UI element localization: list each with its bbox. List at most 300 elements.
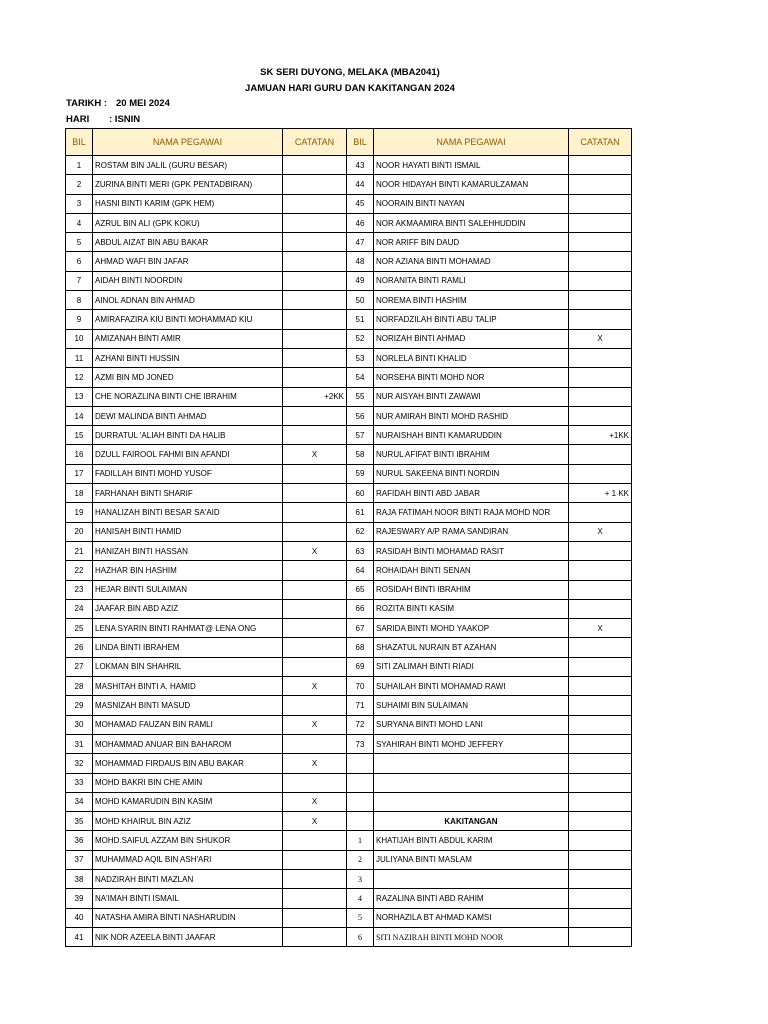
bil-cell: 6 bbox=[66, 252, 93, 271]
nama-cell: FADILLAH BINTI MOHD YUSOF bbox=[93, 464, 283, 483]
catatan-cell bbox=[569, 850, 632, 869]
catatan-cell bbox=[283, 831, 347, 850]
catatan-cell bbox=[569, 831, 632, 850]
catatan-cell bbox=[569, 792, 632, 811]
col-bil-right: BIL bbox=[347, 129, 374, 156]
col-nama-left: NAMA PEGAWAI bbox=[93, 129, 283, 156]
nama-cell: AIDAH BINTI NOORDIN bbox=[93, 271, 283, 290]
table-row bbox=[66, 561, 632, 580]
bil-cell: 23 bbox=[66, 580, 93, 599]
table-row bbox=[66, 194, 632, 213]
catatan-cell bbox=[283, 503, 347, 522]
bil-cell: 7 bbox=[66, 271, 93, 290]
bil-cell: 4 bbox=[66, 213, 93, 232]
catatan-cell bbox=[569, 812, 632, 831]
bil-cell bbox=[347, 792, 374, 811]
table-row bbox=[66, 175, 632, 194]
bil-cell: 60 bbox=[347, 484, 374, 503]
nama-cell: NOR ARIFF BIN DAUD bbox=[374, 233, 569, 252]
table-row bbox=[66, 850, 632, 869]
nama-cell: RAJESWARY A/P RAMA SANDIRAN bbox=[374, 522, 569, 541]
catatan-cell bbox=[569, 252, 632, 271]
catatan-cell bbox=[569, 927, 632, 946]
bil-cell: 58 bbox=[347, 445, 374, 464]
table-row bbox=[66, 156, 632, 175]
nama-cell: AHMAD WAFI BIN JAFAR bbox=[93, 252, 283, 271]
table-row bbox=[66, 831, 632, 850]
bil-cell: 24 bbox=[66, 599, 93, 618]
bil-cell: 6 bbox=[347, 927, 374, 946]
bil-cell: 3 bbox=[66, 194, 93, 213]
table-row bbox=[66, 406, 632, 425]
catatan-cell bbox=[569, 233, 632, 252]
nama-cell: HAZHAR BIN HASHIM bbox=[93, 561, 283, 580]
bil-cell: 67 bbox=[347, 619, 374, 638]
bil-cell: 16 bbox=[66, 445, 93, 464]
nama-cell: ROHAIDAH BINTI SENAN bbox=[374, 561, 569, 580]
catatan-cell bbox=[283, 657, 347, 676]
table-row bbox=[66, 754, 632, 773]
nama-cell: NORHAZILA BT AHMAD KAMSI bbox=[374, 908, 569, 927]
catatan-cell bbox=[569, 580, 632, 599]
catatan-cell: X bbox=[569, 329, 632, 348]
catatan-cell bbox=[283, 156, 347, 175]
nama-cell bbox=[374, 773, 569, 792]
table-row bbox=[66, 696, 632, 715]
bil-cell: 43 bbox=[347, 156, 374, 175]
nama-cell: NORSEHA BINTI MOHD NOR bbox=[374, 368, 569, 387]
nama-cell: KHATIJAH BINTI ABDUL KARIM bbox=[374, 831, 569, 850]
date-value: 20 MEI 2024 bbox=[116, 98, 170, 109]
catatan-cell bbox=[283, 580, 347, 599]
bil-cell bbox=[347, 754, 374, 773]
table-row bbox=[66, 233, 632, 252]
catatan-cell bbox=[569, 445, 632, 464]
nama-cell: AZMI BIN MD JONED bbox=[93, 368, 283, 387]
nama-cell: MUHAMMAD AQIL BIN ASH'ARI bbox=[93, 850, 283, 869]
catatan-cell: X bbox=[283, 445, 347, 464]
catatan-cell: X bbox=[283, 754, 347, 773]
bil-cell: 13 bbox=[66, 387, 93, 406]
table-row bbox=[66, 291, 632, 310]
bil-cell: 73 bbox=[347, 734, 374, 753]
day-label: HARI bbox=[66, 114, 90, 125]
bil-cell: 1 bbox=[347, 831, 374, 850]
bil-cell: 3 bbox=[347, 869, 374, 888]
catatan-cell bbox=[283, 348, 347, 367]
bil-cell: 25 bbox=[66, 619, 93, 638]
bil-cell: 70 bbox=[347, 677, 374, 696]
table-row bbox=[66, 213, 632, 232]
catatan-cell bbox=[283, 638, 347, 657]
catatan-cell bbox=[569, 503, 632, 522]
catatan-cell bbox=[569, 348, 632, 367]
bil-cell: 37 bbox=[66, 850, 93, 869]
bil-cell: 65 bbox=[347, 580, 374, 599]
nama-cell: LENA SYARIN BINTI RAHMAT@ LENA ONG bbox=[93, 619, 283, 638]
catatan-cell bbox=[283, 522, 347, 541]
catatan-cell bbox=[569, 908, 632, 927]
catatan-cell bbox=[569, 291, 632, 310]
bil-cell bbox=[347, 773, 374, 792]
nama-cell: SUHAILAH BINTI MOHAMAD RAWI bbox=[374, 677, 569, 696]
catatan-cell: X bbox=[569, 522, 632, 541]
catatan-cell bbox=[569, 387, 632, 406]
catatan-cell bbox=[283, 908, 347, 927]
catatan-cell bbox=[569, 869, 632, 888]
nama-cell: MOHD BAKRI BIN CHE AMIN bbox=[93, 773, 283, 792]
table-row bbox=[66, 715, 632, 734]
bil-cell: 30 bbox=[66, 715, 93, 734]
catatan-cell: +2KK bbox=[283, 387, 347, 406]
catatan-cell bbox=[569, 715, 632, 734]
day-line bbox=[66, 114, 140, 125]
bil-cell: 26 bbox=[66, 638, 93, 657]
nama-cell: SUHAIMI BIN SULAIMAN bbox=[374, 696, 569, 715]
bil-cell: 62 bbox=[347, 522, 374, 541]
nama-cell: NUR AMIRAH BINTI MOHD RASHID bbox=[374, 406, 569, 425]
nama-cell: SHAZATUL NURAIN BT AZAHAN bbox=[374, 638, 569, 657]
table-row bbox=[66, 387, 632, 406]
nama-cell: RAJA FATIMAH NOOR BINTI RAJA MOHD NOR bbox=[374, 503, 569, 522]
nama-cell: AINOL ADNAN BIN AHMAD bbox=[93, 291, 283, 310]
catatan-cell bbox=[283, 850, 347, 869]
nama-cell: NURUL SAKEENA BINTI NORDIN bbox=[374, 464, 569, 483]
catatan-cell bbox=[283, 271, 347, 290]
bil-cell: 57 bbox=[347, 426, 374, 445]
bil-cell: 47 bbox=[347, 233, 374, 252]
table-row bbox=[66, 908, 632, 927]
bil-cell: 69 bbox=[347, 657, 374, 676]
nama-cell: NUR AISYAH BINTI ZAWAWI bbox=[374, 387, 569, 406]
table-row bbox=[66, 869, 632, 888]
catatan-cell bbox=[283, 406, 347, 425]
bil-cell: 53 bbox=[347, 348, 374, 367]
catatan-cell: X bbox=[283, 792, 347, 811]
catatan-cell: X bbox=[569, 619, 632, 638]
table-row bbox=[66, 773, 632, 792]
catatan-cell bbox=[569, 657, 632, 676]
catatan-cell bbox=[283, 213, 347, 232]
bil-cell: 68 bbox=[347, 638, 374, 657]
nama-cell: MOHD KAMARUDIN BIN KASIM bbox=[93, 792, 283, 811]
table-row bbox=[66, 734, 632, 753]
bil-cell: 48 bbox=[347, 252, 374, 271]
catatan-cell bbox=[283, 561, 347, 580]
nama-cell: SARIDA BINTI MOHD YAAKOP bbox=[374, 619, 569, 638]
catatan-cell bbox=[283, 927, 347, 946]
catatan-cell bbox=[569, 406, 632, 425]
nama-cell: MOHD KHAIRUL BIN AZIZ bbox=[93, 812, 283, 831]
catatan-cell bbox=[283, 175, 347, 194]
nama-cell: NOORAIN BINTI NAYAN bbox=[374, 194, 569, 213]
bil-cell: 71 bbox=[347, 696, 374, 715]
catatan-cell bbox=[283, 889, 347, 908]
nama-cell: NOOR HIDAYAH BINTI KAMARULZAMAN bbox=[374, 175, 569, 194]
nama-cell: AZRUL BIN ALI (GPK KOKU) bbox=[93, 213, 283, 232]
bil-cell: 39 bbox=[66, 889, 93, 908]
catatan-cell bbox=[283, 194, 347, 213]
nama-cell: MASNIZAH BINTI MASUD bbox=[93, 696, 283, 715]
bil-cell: 2 bbox=[66, 175, 93, 194]
bil-cell: 17 bbox=[66, 464, 93, 483]
staff-table bbox=[65, 128, 632, 947]
section-heading-kakitangan: KAKITANGAN bbox=[374, 812, 569, 831]
table-row bbox=[66, 638, 632, 657]
catatan-cell: X bbox=[283, 715, 347, 734]
catatan-cell bbox=[283, 619, 347, 638]
bil-cell: 49 bbox=[347, 271, 374, 290]
nama-cell: MOHD.SAIFUL AZZAM BIN SHUKOR bbox=[93, 831, 283, 850]
catatan-cell bbox=[569, 194, 632, 213]
bil-cell: 18 bbox=[66, 484, 93, 503]
bil-cell: 4 bbox=[347, 889, 374, 908]
nama-cell: NOOR HAYATI BINTI ISMAIL bbox=[374, 156, 569, 175]
nama-cell: SURYANA BINTI MOHD LANI bbox=[374, 715, 569, 734]
bil-cell: 21 bbox=[66, 541, 93, 560]
catatan-cell bbox=[569, 464, 632, 483]
bil-cell: 22 bbox=[66, 561, 93, 580]
nama-cell: ZURINA BINTI MERI (GPK PENTADBIRAN) bbox=[93, 175, 283, 194]
bil-cell: 63 bbox=[347, 541, 374, 560]
catatan-cell bbox=[569, 561, 632, 580]
bil-cell: 54 bbox=[347, 368, 374, 387]
catatan-cell bbox=[283, 734, 347, 753]
catatan-cell bbox=[569, 696, 632, 715]
bil-cell bbox=[347, 812, 374, 831]
catatan-cell bbox=[569, 368, 632, 387]
nama-cell: AMIZANAH BINTI AMIR bbox=[93, 329, 283, 348]
bil-cell: 33 bbox=[66, 773, 93, 792]
catatan-cell bbox=[283, 464, 347, 483]
nama-cell: ROSTAM BIN JALIL (GURU BESAR) bbox=[93, 156, 283, 175]
catatan-cell bbox=[283, 291, 347, 310]
bil-cell: 11 bbox=[66, 348, 93, 367]
nama-cell: JAAFAR BIN ABD AZIZ bbox=[93, 599, 283, 618]
bil-cell: 55 bbox=[347, 387, 374, 406]
nama-cell: MOHAMAD FAUZAN BIN RAMLI bbox=[93, 715, 283, 734]
nama-cell: ABDUL AIZAT BIN ABU BAKAR bbox=[93, 233, 283, 252]
nama-cell: CHE NORAZLINA BINTI CHE IBRAHIM bbox=[93, 387, 283, 406]
table-row bbox=[66, 541, 632, 560]
catatan-cell bbox=[569, 638, 632, 657]
bil-cell: 59 bbox=[347, 464, 374, 483]
bil-cell: 35 bbox=[66, 812, 93, 831]
nama-cell: LOKMAN BIN SHAHRIL bbox=[93, 657, 283, 676]
catatan-cell: +1KK bbox=[569, 426, 632, 445]
catatan-cell: + 1 KK bbox=[569, 484, 632, 503]
nama-cell: ROZITA BINTI KASIM bbox=[374, 599, 569, 618]
nama-cell: NURAISHAH BINTI KAMARUDDIN bbox=[374, 426, 569, 445]
bil-cell: 5 bbox=[347, 908, 374, 927]
bil-cell: 41 bbox=[66, 927, 93, 946]
nama-cell: DURRATUL 'ALIAH BINTI DA HALIB bbox=[93, 426, 283, 445]
catatan-cell bbox=[283, 484, 347, 503]
catatan-cell: X bbox=[283, 677, 347, 696]
nama-cell: MOHAMMAD FIRDAUS BIN ABU BAKAR bbox=[93, 754, 283, 773]
nama-cell: LINDA BINTI IBRAHEM bbox=[93, 638, 283, 657]
nama-cell: JULIYANA BINTI MASLAM bbox=[374, 850, 569, 869]
catatan-cell bbox=[283, 773, 347, 792]
document-title: SK SERI DUYONG, MELAKA (MBA2041) bbox=[260, 67, 440, 78]
nama-cell: AZHANI BINTI HUSSIN bbox=[93, 348, 283, 367]
bil-cell: 50 bbox=[347, 291, 374, 310]
nama-cell: NA'IMAH BINTI ISMAIL bbox=[93, 889, 283, 908]
nama-cell: RAZALINA BINTI ABD RAHIM bbox=[374, 889, 569, 908]
table-row bbox=[66, 580, 632, 599]
bil-cell: 66 bbox=[347, 599, 374, 618]
catatan-cell bbox=[569, 541, 632, 560]
catatan-cell bbox=[569, 271, 632, 290]
nama-cell: MOHAMMAD ANUAR BIN BAHAROM bbox=[93, 734, 283, 753]
catatan-cell bbox=[283, 233, 347, 252]
nama-cell: DZULL FAIROOL FAHMI BIN AFANDI bbox=[93, 445, 283, 464]
catatan-cell: X bbox=[283, 812, 347, 831]
catatan-cell bbox=[569, 213, 632, 232]
col-catatan-left: CATATAN bbox=[283, 129, 347, 156]
table-row bbox=[66, 252, 632, 271]
nama-cell: SYAHIRAH BINTI MOHD JEFFERY bbox=[374, 734, 569, 753]
bil-cell: 20 bbox=[66, 522, 93, 541]
bil-cell: 14 bbox=[66, 406, 93, 425]
table-row bbox=[66, 889, 632, 908]
bil-cell: 2 bbox=[347, 850, 374, 869]
catatan-cell bbox=[569, 599, 632, 618]
bil-cell: 19 bbox=[66, 503, 93, 522]
bil-cell: 45 bbox=[347, 194, 374, 213]
nama-cell: NADZIRAH BINTI MAZLAN bbox=[93, 869, 283, 888]
nama-cell bbox=[374, 869, 569, 888]
bil-cell: 52 bbox=[347, 329, 374, 348]
nama-cell: SITI ZALIMAH BINTI RIADI bbox=[374, 657, 569, 676]
bil-cell: 29 bbox=[66, 696, 93, 715]
bil-cell: 38 bbox=[66, 869, 93, 888]
bil-cell: 72 bbox=[347, 715, 374, 734]
catatan-cell bbox=[569, 889, 632, 908]
table-row bbox=[66, 619, 632, 638]
table-row bbox=[66, 368, 632, 387]
bil-cell: 12 bbox=[66, 368, 93, 387]
nama-cell: NORANITA BINTI RAMLI bbox=[374, 271, 569, 290]
table-row bbox=[66, 812, 632, 831]
bil-cell: 51 bbox=[347, 310, 374, 329]
bil-cell: 46 bbox=[347, 213, 374, 232]
table-row bbox=[66, 484, 632, 503]
date-label: TARIKH : bbox=[66, 98, 107, 109]
nama-cell: HANISAH BINTI HAMID bbox=[93, 522, 283, 541]
col-catatan-right: CATATAN bbox=[569, 129, 632, 156]
catatan-cell bbox=[569, 773, 632, 792]
col-nama-right: NAMA PEGAWAI bbox=[374, 129, 569, 156]
bil-cell: 27 bbox=[66, 657, 93, 676]
catatan-cell bbox=[283, 368, 347, 387]
nama-cell: NOR AZIANA BINTI MOHAMAD bbox=[374, 252, 569, 271]
nama-cell: NOR AKMAAMIRA BINTI SALEHHUDDIN bbox=[374, 213, 569, 232]
nama-cell: FARHANAH BINTI SHARIF bbox=[93, 484, 283, 503]
bil-cell: 64 bbox=[347, 561, 374, 580]
catatan-cell bbox=[569, 677, 632, 696]
bil-cell: 10 bbox=[66, 329, 93, 348]
nama-cell: AMIRAFAZIRA KIU BINTI MOHAMMAD KIU bbox=[93, 310, 283, 329]
nama-cell: SITI NAZIRAH BINTI MOHD NOOR bbox=[374, 927, 569, 946]
bil-cell: 44 bbox=[347, 175, 374, 194]
table-row bbox=[66, 426, 632, 445]
document-subtitle: JAMUAN HARI GURU DAN KAKITANGAN 2024 bbox=[245, 83, 455, 94]
table-row bbox=[66, 271, 632, 290]
bil-cell: 61 bbox=[347, 503, 374, 522]
nama-cell: NOREMA BINTI HASHIM bbox=[374, 291, 569, 310]
nama-cell: HASNI BINTI KARIM (GPK HEM) bbox=[93, 194, 283, 213]
nama-cell: HANALIZAH BINTI BESAR SA'AID bbox=[93, 503, 283, 522]
bil-cell: 36 bbox=[66, 831, 93, 850]
nama-cell bbox=[374, 792, 569, 811]
table-row bbox=[66, 503, 632, 522]
catatan-cell bbox=[569, 156, 632, 175]
nama-cell: NORLELA BINTI KHALID bbox=[374, 348, 569, 367]
table-row bbox=[66, 522, 632, 541]
bil-cell: 32 bbox=[66, 754, 93, 773]
nama-cell: RAFIDAH BINTI ABD JABAR bbox=[374, 484, 569, 503]
day-value: : ISNIN bbox=[109, 114, 141, 125]
nama-cell: NATASHA AMIRA BINTI NASHARUDIN bbox=[93, 908, 283, 927]
nama-cell: HANIZAH BINTI HASSAN bbox=[93, 541, 283, 560]
nama-cell bbox=[374, 754, 569, 773]
nama-cell: NURUL AFIFAT BINTI IBRAHIM bbox=[374, 445, 569, 464]
table-row bbox=[66, 310, 632, 329]
catatan-cell: X bbox=[283, 541, 347, 560]
nama-cell: DEWI MALINDA BINTI AHMAD bbox=[93, 406, 283, 425]
catatan-cell bbox=[569, 754, 632, 773]
table-row bbox=[66, 677, 632, 696]
catatan-cell bbox=[569, 175, 632, 194]
catatan-cell bbox=[283, 869, 347, 888]
bil-cell: 8 bbox=[66, 291, 93, 310]
bil-cell: 15 bbox=[66, 426, 93, 445]
nama-cell: HEJAR BINTI SULAIMAN bbox=[93, 580, 283, 599]
table-row bbox=[66, 657, 632, 676]
table-row bbox=[66, 329, 632, 348]
nama-cell: ROSIDAH BINTI IBRAHIM bbox=[374, 580, 569, 599]
table-row bbox=[66, 599, 632, 618]
bil-cell: 28 bbox=[66, 677, 93, 696]
bil-cell: 9 bbox=[66, 310, 93, 329]
table-row bbox=[66, 927, 632, 946]
table-row bbox=[66, 464, 632, 483]
nama-cell: NIK NOR AZEELA BINTI JAAFAR bbox=[93, 927, 283, 946]
nama-cell: MASHITAH BINTI A. HAMID bbox=[93, 677, 283, 696]
table-row bbox=[66, 445, 632, 464]
catatan-cell bbox=[283, 329, 347, 348]
col-bil-left: BIL bbox=[66, 129, 93, 156]
catatan-cell bbox=[283, 252, 347, 271]
table-header-row bbox=[66, 129, 632, 156]
bil-cell: 40 bbox=[66, 908, 93, 927]
bil-cell: 34 bbox=[66, 792, 93, 811]
bil-cell: 5 bbox=[66, 233, 93, 252]
table-row bbox=[66, 792, 632, 811]
catatan-cell bbox=[569, 310, 632, 329]
bil-cell: 31 bbox=[66, 734, 93, 753]
nama-cell: RASIDAH BINTI MOHAMAD RASIT bbox=[374, 541, 569, 560]
bil-cell: 56 bbox=[347, 406, 374, 425]
catatan-cell bbox=[283, 599, 347, 618]
bil-cell: 1 bbox=[66, 156, 93, 175]
catatan-cell bbox=[283, 310, 347, 329]
catatan-cell bbox=[283, 696, 347, 715]
table-row bbox=[66, 348, 632, 367]
date-line bbox=[66, 98, 170, 109]
nama-cell: NORIZAH BINTI AHMAD bbox=[374, 329, 569, 348]
